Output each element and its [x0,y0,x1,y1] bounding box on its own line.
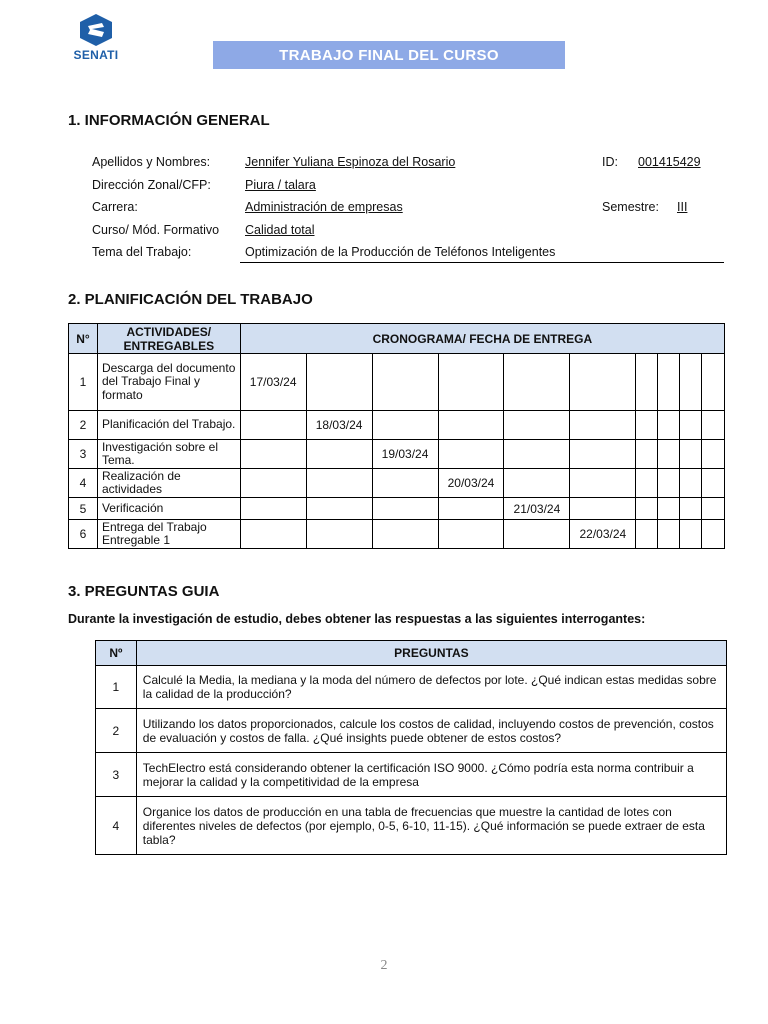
planning-table [68,323,725,549]
date-cell [240,411,306,440]
question-text: TechElectro está considerando obtener la certificación ISO 9000. ¿Cómo podría esta norma contribuir a mejorar la calidad y la competitividad de la empresa [136,753,726,797]
tema-underline [240,262,724,263]
date-cell [702,354,725,411]
date-cell [438,498,504,520]
page-number: 2 [380,958,388,973]
info-label-carrera: Carrera: [92,200,138,214]
document-title: TRABAJO FINAL DEL CURSO [213,41,565,69]
row-number: 2 [69,411,98,440]
date-cell [658,520,680,549]
activity-cell: Entrega del Trabajo Entregable 1 [97,520,240,549]
date-cell [702,498,725,520]
date-cell [504,354,570,411]
date-cell: 22/03/24 [570,520,636,549]
logo-text: SENATI [73,48,119,62]
date-cell [372,498,438,520]
table-row [69,520,725,549]
date-cell [504,469,570,498]
date-cell [680,354,702,411]
date-cell [680,520,702,549]
question-number: 1 [96,666,137,709]
activity-cell: Descarga del documento del Trabajo Final y formato [97,354,240,411]
date-cell [240,520,306,549]
row-number: 6 [69,520,98,549]
table-row [69,440,725,469]
question-number: 4 [96,797,137,855]
table-row [96,797,727,855]
date-cell [702,411,725,440]
info-value-semestre: III [677,200,688,214]
date-cell [680,469,702,498]
date-cell [372,354,438,411]
info-value-id: 001415429 [638,155,701,169]
date-cell [306,354,372,411]
planning-col-cronograma: CRONOGRAMA/ FECHA DE ENTREGA [240,324,724,354]
date-cell [658,469,680,498]
info-label-tema: Tema del Trabajo: [92,245,192,259]
info-value-curso: Calidad total [245,223,315,237]
date-cell [504,440,570,469]
info-label-zonal: Dirección Zonal/CFP: [92,178,211,192]
planning-col-actividades: ACTIVIDADES/ ENTREGABLES [97,324,240,354]
date-cell [570,469,636,498]
section-heading-planificacion: 2. PLANIFICACIÓN DEL TRABAJO [68,291,313,308]
question-text: Utilizando los datos proporcionados, calcule los costos de calidad, incluyendo costos de prevención, costos de evaluación y costos de falla. ¿Qué insights puede obtener de estos costos? [136,709,726,753]
date-cell [570,411,636,440]
date-cell [372,469,438,498]
info-label-nombres: Apellidos y Nombres: [92,155,211,169]
row-number: 4 [69,469,98,498]
activity-cell: Investigación sobre el Tema. [97,440,240,469]
question-text: Organice los datos de producción en una tabla de frecuencias que muestre la cantidad de lotes con diferentes niveles de defectos (por ejemplo, 0-5, 6-10, 11-15). ¿Qué información se puede extraer de esta tabla? [136,797,726,855]
date-cell [702,520,725,549]
date-cell [680,440,702,469]
date-cell [504,411,570,440]
row-number: 1 [69,354,98,411]
info-label-id: ID: [602,155,618,169]
date-cell [438,440,504,469]
questions-header-row [96,641,727,666]
date-cell [240,469,306,498]
table-row [96,753,727,797]
info-value-zonal: Piura / talara [245,178,316,192]
planning-header-row [69,324,725,354]
date-cell [570,354,636,411]
info-value-carrera: Administración de empresas [245,200,403,214]
questions-intro: Durante la investigación de estudio, debes obtener las respuestas a las siguientes interrogantes: [68,612,646,626]
date-cell: 21/03/24 [504,498,570,520]
date-cell [372,411,438,440]
senati-emblem-icon [68,12,124,48]
questions-table [95,640,727,855]
questions-col-preguntas: PREGUNTAS [136,641,726,666]
row-number: 3 [69,440,98,469]
date-cell [306,498,372,520]
date-cell [702,469,725,498]
info-label-curso: Curso/ Mód. Formativo [92,223,220,237]
date-cell [372,520,438,549]
date-cell [636,440,658,469]
planning-col-n: N° [69,324,98,354]
date-cell: 17/03/24 [240,354,306,411]
activity-cell: Realización de actividades [97,469,240,498]
senati-logo [68,12,124,64]
date-cell [438,520,504,549]
table-row [69,498,725,520]
section-heading-informacion: 1. INFORMACIÓN GENERAL [68,112,270,129]
date-cell [438,411,504,440]
table-row [69,354,725,411]
date-cell [306,440,372,469]
date-cell [240,440,306,469]
row-number: 5 [69,498,98,520]
date-cell: 18/03/24 [306,411,372,440]
table-row [96,666,727,709]
date-cell [438,354,504,411]
info-value-nombres: Jennifer Yuliana Espinoza del Rosario [245,155,456,169]
date-cell [636,354,658,411]
date-cell [570,440,636,469]
date-cell: 20/03/24 [438,469,504,498]
date-cell [570,498,636,520]
info-value-tema: Optimización de la Producción de Teléfonos Inteligentes [245,245,556,259]
date-cell [658,354,680,411]
section-heading-preguntas: 3. PREGUNTAS GUIA [68,583,220,600]
date-cell [636,520,658,549]
date-cell: 19/03/24 [372,440,438,469]
date-cell [636,469,658,498]
activity-cell: Verificación [97,498,240,520]
date-cell [240,498,306,520]
table-row [69,469,725,498]
date-cell [504,520,570,549]
date-cell [306,469,372,498]
date-cell [658,440,680,469]
date-cell [702,440,725,469]
date-cell [636,498,658,520]
question-text: Calculé la Media, la mediana y la moda del número de defectos por lote. ¿Qué indican estas medidas sobre la calidad de la producción? [136,666,726,709]
date-cell [306,520,372,549]
date-cell [658,498,680,520]
question-number: 2 [96,709,137,753]
date-cell [636,411,658,440]
date-cell [680,411,702,440]
questions-col-n: Nº [96,641,137,666]
table-row [96,709,727,753]
info-label-semestre: Semestre: [602,200,659,214]
date-cell [658,411,680,440]
activity-cell: Planificación del Trabajo. [97,411,240,440]
question-number: 3 [96,753,137,797]
date-cell [680,498,702,520]
table-row [69,411,725,440]
